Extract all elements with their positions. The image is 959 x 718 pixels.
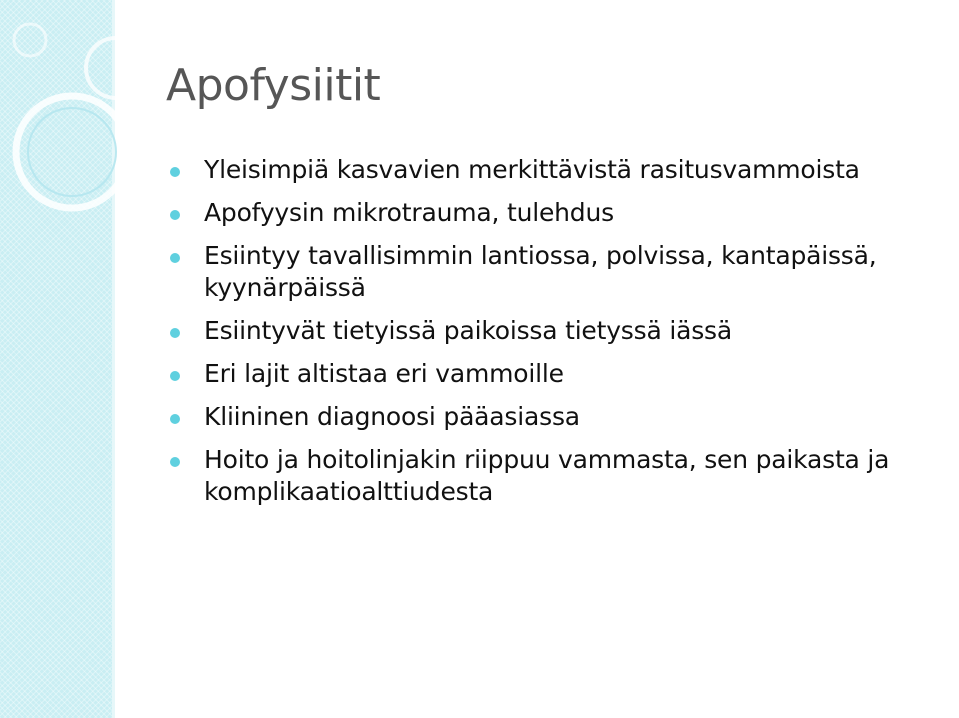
bullet-item [166, 197, 926, 229]
bullet-item [166, 240, 926, 304]
bullet-text: Yleisimpiä kasvavien merkittävistä rasitusvammoista [204, 155, 860, 184]
bullet-text: Apofyysin mikrotrauma, tulehdus [204, 198, 614, 227]
bullet-item [166, 154, 926, 186]
slide-title: Apofysiitit [166, 60, 381, 111]
bullet-dot-icon [170, 457, 180, 467]
bullet-dot-icon [170, 210, 180, 220]
bullet-text: Esiintyvät tietyissä paikoissa tietyssä iässä [204, 316, 732, 345]
bullet-item [166, 358, 926, 390]
decorative-circles [0, 0, 160, 260]
bullet-item [166, 444, 926, 508]
bullet-text: Hoito ja hoitolinjakin riippuu vammasta, sen paikasta ja komplikaatioalttiudesta [204, 445, 890, 506]
bullet-text: Eri lajit altistaa eri vammoille [204, 359, 564, 388]
bullet-dot-icon [170, 414, 180, 424]
bullet-text: Kliininen diagnoosi pääasiassa [204, 402, 580, 431]
bullet-text: Esiintyy tavallisimmin lantiossa, polvissa, kantapäissä, kyynärpäissä [204, 241, 877, 302]
bullet-dot-icon [170, 253, 180, 263]
bullet-dot-icon [170, 167, 180, 177]
bullet-list [166, 154, 926, 519]
bullet-item [166, 315, 926, 347]
bullet-dot-icon [170, 328, 180, 338]
bullet-item [166, 401, 926, 433]
bullet-dot-icon [170, 371, 180, 381]
